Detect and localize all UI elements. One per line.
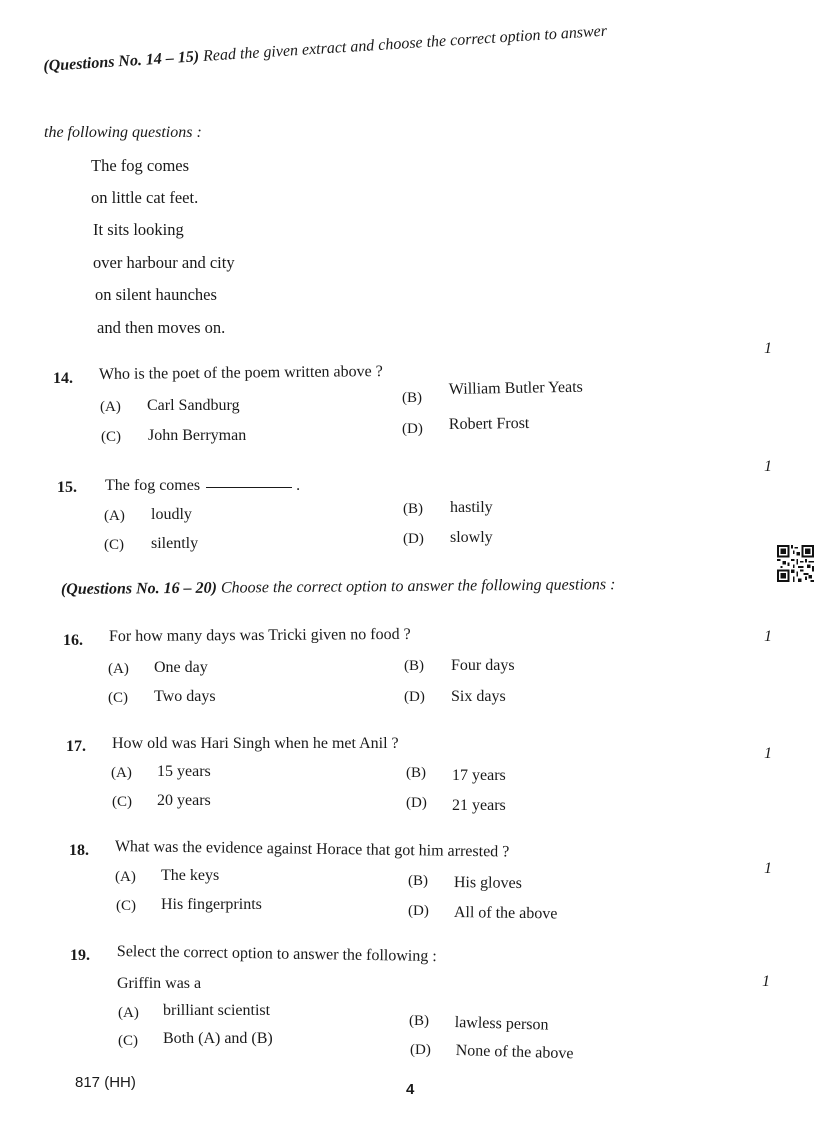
option-text[interactable]: Four days bbox=[451, 657, 515, 674]
question-marks: 1 bbox=[764, 340, 772, 357]
section1-instruction bbox=[43, 23, 608, 76]
option-label: (D) bbox=[410, 1042, 431, 1058]
question-text: Who is the poet of the poem written above ? bbox=[98, 363, 383, 384]
option-label: (B) bbox=[409, 1013, 429, 1029]
option-text[interactable]: Robert Frost bbox=[448, 414, 530, 434]
option-text[interactable]: 15 years bbox=[157, 763, 211, 780]
option-text[interactable]: slowly bbox=[450, 529, 493, 546]
question-number: 16. bbox=[63, 632, 83, 649]
option-label: (D) bbox=[404, 689, 425, 705]
question-marks: 1 bbox=[764, 628, 772, 645]
option-text[interactable]: Carl Sandburg bbox=[147, 397, 240, 414]
option-label: (B) bbox=[404, 658, 424, 674]
option-label: (D) bbox=[402, 421, 423, 437]
option-label: (C) bbox=[101, 429, 121, 445]
poem-line: over harbour and city bbox=[93, 253, 235, 272]
poem-line: It sits looking bbox=[93, 220, 184, 239]
option-label: (B) bbox=[402, 390, 422, 406]
paper-code: 817 (HH) bbox=[75, 1074, 136, 1091]
option-label: (B) bbox=[403, 501, 423, 517]
option-label: (C) bbox=[118, 1033, 138, 1049]
question-number: 19. bbox=[70, 947, 90, 964]
option-text[interactable]: One day bbox=[154, 659, 208, 676]
question-marks: 1 bbox=[764, 458, 772, 475]
option-label: (C) bbox=[108, 690, 128, 706]
option-text[interactable]: lawless person bbox=[454, 1014, 549, 1034]
option-text[interactable]: 21 years bbox=[452, 797, 506, 814]
option-label: (C) bbox=[116, 898, 136, 914]
question-text-content: The fog comes bbox=[105, 477, 201, 494]
option-text[interactable]: Both (A) and (B) bbox=[163, 1030, 273, 1047]
question-text: What was the evidence against Horace that got him arrested ? bbox=[114, 838, 510, 861]
option-text[interactable]: Six days bbox=[451, 688, 506, 705]
question-text: How old was Hari Singh when he met Anil ? bbox=[112, 735, 399, 752]
option-label: (A) bbox=[104, 508, 125, 524]
option-label: (B) bbox=[406, 765, 426, 781]
section2-range: (Questions No. 16 – 20) bbox=[60, 579, 218, 599]
question-subtext: Griffin was a bbox=[117, 975, 202, 992]
option-label: (A) bbox=[100, 399, 121, 415]
question-number: 17. bbox=[66, 738, 86, 755]
poem-line: on silent haunches bbox=[95, 285, 217, 304]
option-label: (A) bbox=[115, 869, 136, 885]
option-label: (C) bbox=[104, 537, 124, 553]
option-label: (A) bbox=[118, 1005, 139, 1021]
option-label: (A) bbox=[108, 661, 129, 677]
option-label: (A) bbox=[111, 765, 132, 781]
poem-line: and then moves on. bbox=[97, 318, 226, 337]
question-marks: 1 bbox=[762, 973, 770, 990]
option-text[interactable]: All of the above bbox=[453, 904, 558, 923]
option-label: (D) bbox=[406, 795, 427, 811]
question-number: 18. bbox=[69, 842, 89, 859]
option-text[interactable]: John Berryman bbox=[148, 427, 247, 444]
poem-line: on little cat feet. bbox=[91, 188, 199, 207]
question-marks: 1 bbox=[764, 745, 772, 762]
section1-instruction-line1: Read the given extract and choose the correct option to answer bbox=[202, 22, 608, 65]
question-text: Select the correct option to answer the following : bbox=[116, 943, 437, 966]
qr-code-icon bbox=[777, 545, 814, 582]
option-text[interactable]: silently bbox=[151, 535, 199, 552]
option-text[interactable]: 17 years bbox=[452, 767, 506, 784]
page-number: 4 bbox=[406, 1081, 415, 1098]
section1-instruction-line2: the following questions : bbox=[44, 124, 202, 141]
question-marks: 1 bbox=[764, 860, 772, 877]
section2-instruction bbox=[61, 576, 616, 599]
question-text: For how many days was Tricki given no food ? bbox=[108, 625, 411, 645]
option-text[interactable]: The keys bbox=[161, 867, 220, 884]
option-text[interactable]: His gloves bbox=[453, 874, 522, 892]
question-number: 14. bbox=[53, 370, 73, 387]
option-label: (C) bbox=[112, 794, 132, 810]
option-label: (D) bbox=[403, 531, 424, 547]
poem-line: The fog comes bbox=[91, 156, 190, 175]
option-text[interactable]: His fingerprints bbox=[161, 896, 262, 913]
question-text: The fog comes . bbox=[105, 477, 301, 494]
section2-instruction-text: Choose the correct option to answer the following questions : bbox=[220, 576, 616, 597]
option-text[interactable]: William Butler Yeats bbox=[448, 378, 583, 399]
option-text[interactable]: loudly bbox=[151, 506, 192, 523]
option-text[interactable]: Two days bbox=[154, 688, 216, 705]
section1-range: (Questions No. 14 – 15) bbox=[42, 48, 200, 76]
option-text[interactable]: hastily bbox=[450, 499, 493, 516]
option-text[interactable]: brilliant scientist bbox=[163, 1002, 271, 1019]
option-text[interactable]: 20 years bbox=[157, 792, 211, 809]
option-label: (D) bbox=[408, 903, 429, 919]
answer-blank bbox=[206, 487, 292, 488]
option-text[interactable]: None of the above bbox=[455, 1042, 574, 1063]
option-label: (B) bbox=[408, 873, 428, 889]
question-number: 15. bbox=[57, 479, 77, 496]
